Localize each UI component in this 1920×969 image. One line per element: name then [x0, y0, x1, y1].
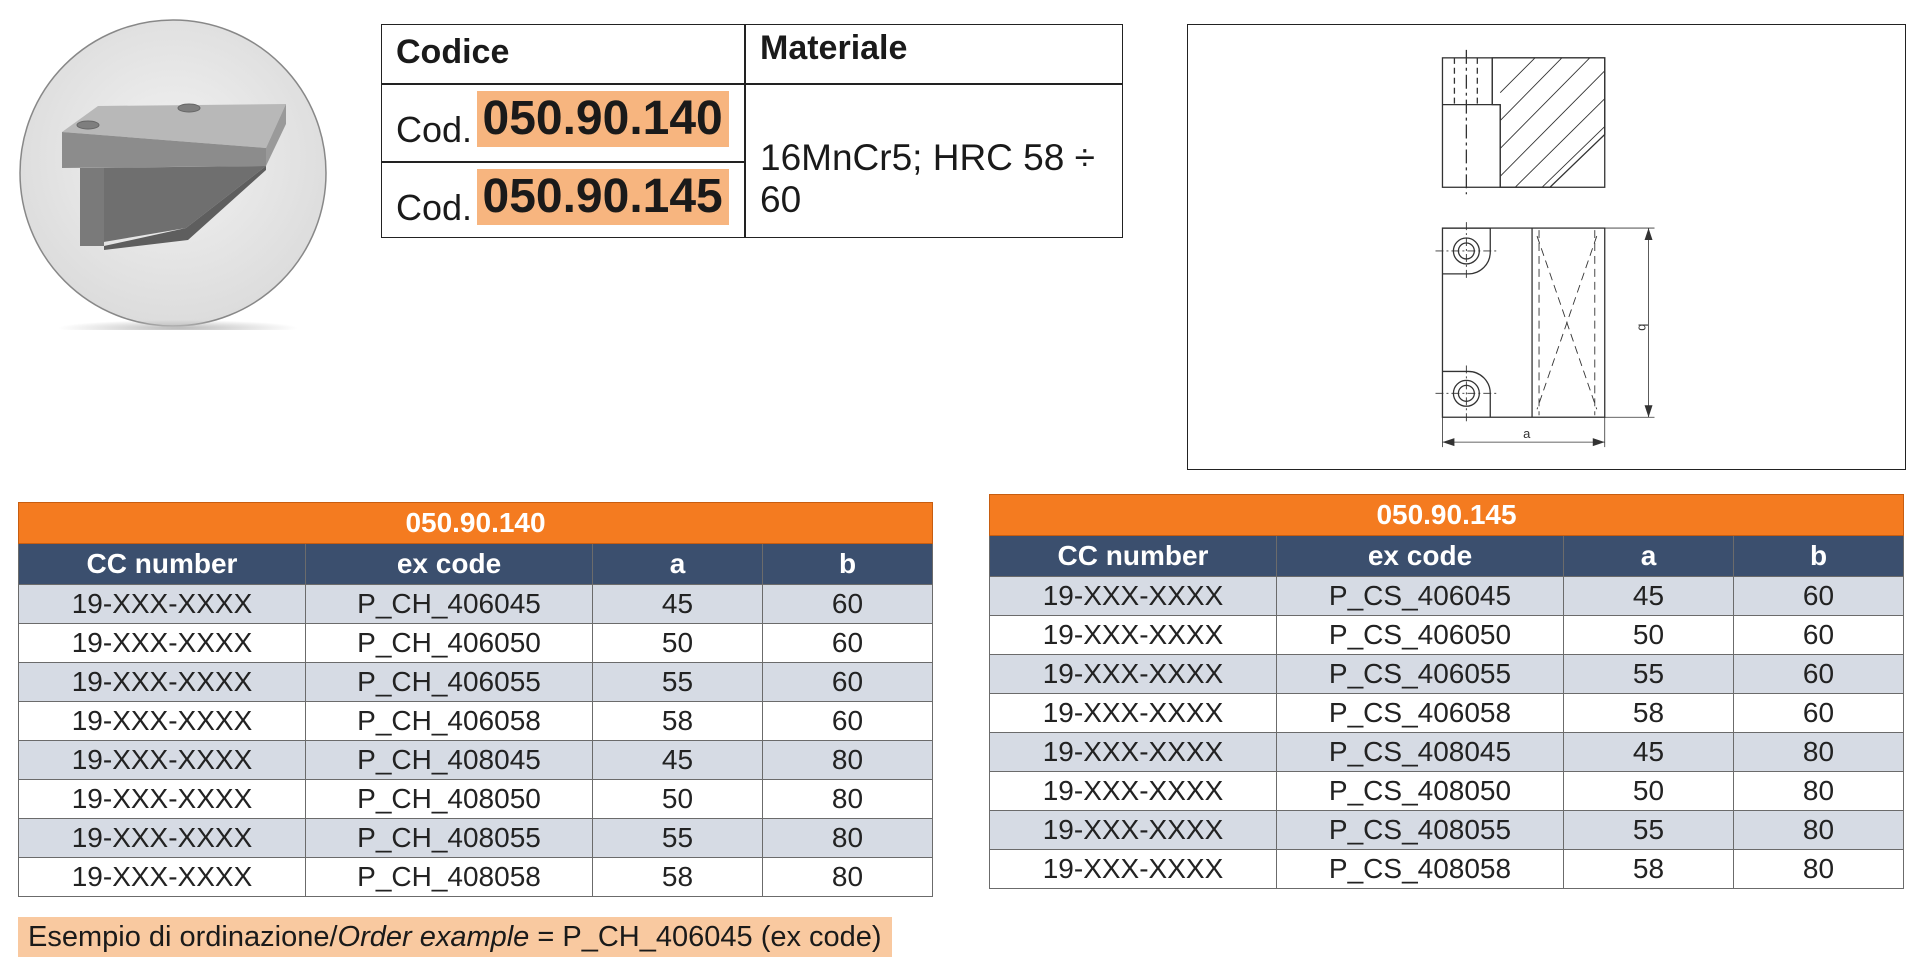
table-cell: 60 — [763, 663, 933, 702]
header-materiale: Materiale — [760, 29, 908, 67]
table-cell: 50 — [593, 780, 763, 819]
column-header: CC number — [990, 536, 1277, 577]
table-cell: 60 — [1734, 655, 1904, 694]
code-row-2 — [396, 169, 729, 229]
table-cell: 19-XXX-XXXX — [19, 858, 306, 897]
technical-drawing — [1187, 24, 1906, 470]
table-050-90-140 — [18, 502, 933, 897]
table-cell: 60 — [763, 702, 933, 741]
column-header: ex code — [306, 544, 593, 585]
table-row — [990, 655, 1904, 694]
table-cell: P_CS_406045 — [1277, 577, 1564, 616]
column-header: b — [763, 544, 933, 585]
table-row — [19, 663, 933, 702]
order-example — [18, 917, 892, 957]
order-example-value: = P_CH_406045 (ex code) — [529, 921, 882, 953]
header-codice: Codice — [396, 33, 510, 71]
table-cell: 58 — [1564, 694, 1734, 733]
table-row — [990, 733, 1904, 772]
table-cell: 55 — [1564, 655, 1734, 694]
table-row — [990, 616, 1904, 655]
material-value: 16MnCr5; HRC 58 ÷ 60 — [760, 137, 1095, 220]
table-cell: 55 — [593, 663, 763, 702]
table-cell: P_CH_408058 — [306, 858, 593, 897]
table-row — [990, 850, 1904, 889]
table-cell: P_CH_406050 — [306, 624, 593, 663]
order-example-en: Order example — [337, 921, 530, 953]
table-cell: 80 — [1734, 772, 1904, 811]
code-material-table — [381, 24, 1123, 238]
table-cell: 19-XXX-XXXX — [990, 577, 1277, 616]
table-cell: 50 — [1564, 772, 1734, 811]
table-cell: P_CH_406045 — [306, 585, 593, 624]
table-cell: P_CS_406055 — [1277, 655, 1564, 694]
table-row — [19, 780, 933, 819]
table-row — [19, 819, 933, 858]
table-title: 050.90.145 — [990, 495, 1904, 536]
table-cell: 80 — [763, 819, 933, 858]
table-cell: 19-XXX-XXXX — [19, 741, 306, 780]
table-cell: 45 — [593, 741, 763, 780]
table-cell: 19-XXX-XXXX — [990, 616, 1277, 655]
table-cell: 55 — [593, 819, 763, 858]
table-050-90-145 — [989, 494, 1904, 889]
dim-label-a: a — [1523, 426, 1531, 442]
table-cell: P_CH_408055 — [306, 819, 593, 858]
table-cell: 60 — [1734, 577, 1904, 616]
table-cell: P_CH_408050 — [306, 780, 593, 819]
table-cell: P_CS_408058 — [1277, 850, 1564, 889]
column-header: a — [593, 544, 763, 585]
table-row — [990, 694, 1904, 733]
table-cell: 19-XXX-XXXX — [990, 811, 1277, 850]
table-cell: 58 — [593, 702, 763, 741]
table-cell: P_CS_408050 — [1277, 772, 1564, 811]
table-cell: 60 — [1734, 694, 1904, 733]
table-row — [19, 702, 933, 741]
table-cell: P_CH_408045 — [306, 741, 593, 780]
table-row — [990, 577, 1904, 616]
table-cell: 19-XXX-XXXX — [990, 733, 1277, 772]
table-row — [19, 858, 933, 897]
table-cell: 80 — [1734, 811, 1904, 850]
table-cell: 19-XXX-XXXX — [19, 624, 306, 663]
code-prefix: Cod. — [396, 186, 473, 228]
column-header: a — [1564, 536, 1734, 577]
table-cell: P_CS_406050 — [1277, 616, 1564, 655]
table-cell: 19-XXX-XXXX — [19, 819, 306, 858]
table-cell: 19-XXX-XXXX — [990, 850, 1277, 889]
table-cell: 19-XXX-XXXX — [990, 772, 1277, 811]
table-row — [990, 811, 1904, 850]
table-row — [19, 585, 933, 624]
table-cell: 50 — [593, 624, 763, 663]
code-value: 050.90.140 — [477, 91, 729, 147]
table-cell: P_CH_406055 — [306, 663, 593, 702]
table-cell: 55 — [1564, 811, 1734, 850]
table-cell: 19-XXX-XXXX — [19, 585, 306, 624]
table-cell: P_CS_406058 — [1277, 694, 1564, 733]
table-cell: 58 — [593, 858, 763, 897]
product-image — [18, 18, 328, 330]
table-cell: 80 — [763, 741, 933, 780]
table-cell: 80 — [1734, 733, 1904, 772]
table-row — [19, 624, 933, 663]
table-cell: 60 — [763, 624, 933, 663]
table-cell: 19-XXX-XXXX — [990, 694, 1277, 733]
table-cell: 58 — [1564, 850, 1734, 889]
table-row — [990, 772, 1904, 811]
column-header: ex code — [1277, 536, 1564, 577]
table-cell: P_CS_408045 — [1277, 733, 1564, 772]
column-header: b — [1734, 536, 1904, 577]
table-cell: P_CH_406058 — [306, 702, 593, 741]
table-cell: 80 — [763, 858, 933, 897]
code-value: 050.90.145 — [477, 169, 729, 225]
table-cell: 80 — [1734, 850, 1904, 889]
table-title: 050.90.140 — [19, 503, 933, 544]
table-cell: 45 — [1564, 577, 1734, 616]
code-prefix: Cod. — [396, 108, 473, 150]
code-row-1 — [396, 91, 729, 151]
table-cell: 45 — [593, 585, 763, 624]
table-cell: 50 — [1564, 616, 1734, 655]
dim-label-b: b — [1635, 323, 1651, 331]
table-cell: 19-XXX-XXXX — [19, 663, 306, 702]
table-cell: 60 — [763, 585, 933, 624]
column-header: CC number — [19, 544, 306, 585]
table-cell: 19-XXX-XXXX — [19, 780, 306, 819]
table-cell: 60 — [1734, 616, 1904, 655]
table-row — [19, 741, 933, 780]
table-cell: P_CS_408055 — [1277, 811, 1564, 850]
order-example-it: Esempio di ordinazione/ — [28, 921, 338, 953]
table-cell: 19-XXX-XXXX — [990, 655, 1277, 694]
table-cell: 19-XXX-XXXX — [19, 702, 306, 741]
table-cell: 45 — [1564, 733, 1734, 772]
table-cell: 80 — [763, 780, 933, 819]
